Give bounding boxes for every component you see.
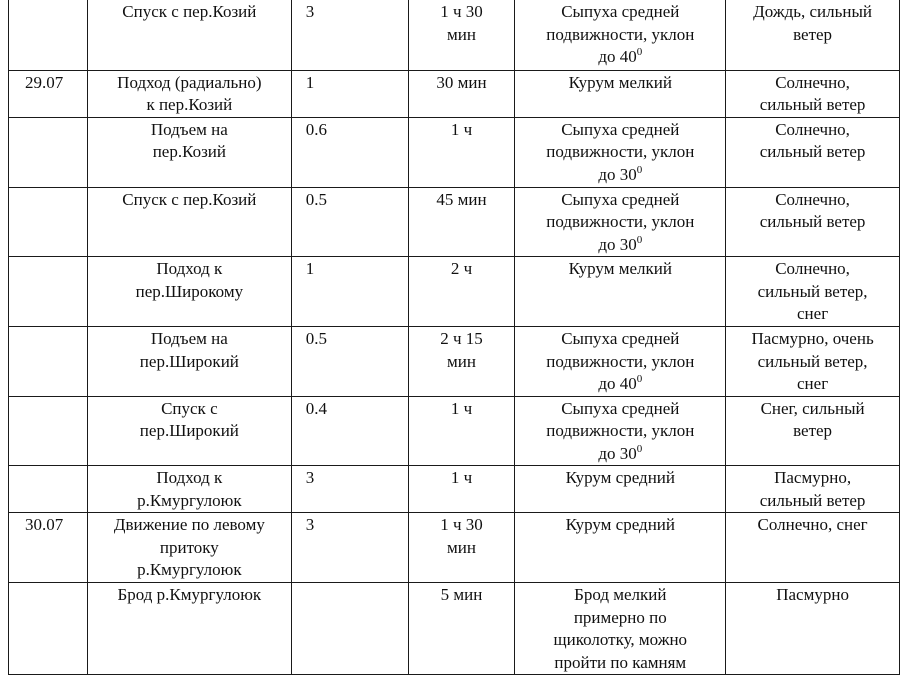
time-cell	[408, 0, 515, 70]
stage-cell	[87, 513, 291, 583]
distance-text: 0.5	[305, 189, 327, 209]
time-text: 1 ч 30	[440, 2, 483, 21]
distance-cell	[291, 513, 408, 583]
stage-text: к пер.Козий	[146, 95, 233, 114]
stage-text: пер.Широкий	[139, 421, 239, 440]
terrain-text: Курум мелкий	[568, 72, 672, 92]
table-row	[9, 513, 900, 583]
terrain-slope-text: до 40	[598, 374, 637, 393]
time-text: 2 ч 15	[440, 329, 483, 348]
date-cell	[9, 117, 88, 187]
terrain-text: подвижности, уклон	[546, 212, 695, 231]
time-text: 30 мин	[436, 72, 487, 92]
weather-cell	[726, 70, 900, 117]
date-cell	[9, 70, 88, 117]
table-row	[9, 187, 900, 257]
stage-cell	[87, 117, 291, 187]
table-row	[9, 583, 900, 675]
terrain-cell	[515, 187, 726, 257]
stage-text: Подход к	[156, 468, 223, 487]
terrain-cell	[515, 583, 726, 675]
distance-cell	[291, 0, 408, 70]
distance-cell	[291, 583, 408, 675]
stage-text: Подход к	[156, 259, 223, 278]
stage-text: пер.Широкому	[135, 281, 244, 301]
time-cell	[408, 466, 515, 513]
time-cell	[408, 70, 515, 117]
weather-text: Дождь, сильный	[753, 2, 872, 21]
weather-text: ветер	[793, 421, 833, 440]
date-text: 29.07	[25, 72, 64, 92]
weather-text: Снег, сильный	[760, 398, 865, 418]
distance-cell	[291, 327, 408, 397]
time-text: 1 ч	[450, 398, 473, 418]
terrain-slope-degree: 0	[636, 373, 643, 385]
time-cell	[408, 513, 515, 583]
weather-text: Пасмурно	[776, 585, 849, 604]
terrain-text: пройти по камням	[554, 652, 687, 672]
stage-cell	[87, 187, 291, 257]
time-text: 1 ч	[450, 119, 473, 139]
stage-text: Спуск с	[161, 398, 218, 418]
terrain-slope-degree: 0	[636, 233, 643, 246]
stage-text: пер.Козий	[152, 142, 226, 161]
time-cell	[408, 396, 515, 466]
time-text: 1 ч	[450, 468, 473, 487]
weather-text: снег	[797, 374, 829, 393]
stage-text: Движение по левому	[113, 515, 265, 534]
date-cell	[9, 257, 88, 327]
table-row	[9, 327, 900, 397]
terrain-cell	[515, 396, 726, 466]
table-row	[9, 257, 900, 327]
distance-text: 1	[305, 72, 315, 92]
terrain-text: Курум средний	[565, 515, 675, 534]
table-row	[9, 0, 900, 70]
time-text: мин	[447, 24, 476, 44]
stage-text: р.Кмургулоюк	[137, 490, 242, 510]
terrain-slope-text: до 30	[598, 164, 637, 184]
stage-cell	[87, 583, 291, 675]
time-cell	[408, 257, 515, 327]
stage-cell	[87, 70, 291, 117]
stage-text: Подход (радиально)	[117, 72, 262, 92]
distance-text: 3	[305, 515, 315, 534]
table-row	[9, 396, 900, 466]
stage-cell	[87, 466, 291, 513]
weather-text: Солнечно,	[775, 119, 850, 139]
weather-text: сильный ветер,	[757, 281, 868, 301]
terrain-text: подвижности, уклон	[546, 142, 695, 161]
table-row	[9, 70, 900, 117]
weather-text: сильный ветер	[759, 95, 866, 114]
route-table	[8, 0, 900, 675]
distance-text: 0.4	[305, 398, 327, 418]
weather-cell	[726, 187, 900, 257]
terrain-cell	[515, 257, 726, 327]
stage-text: пер.Широкий	[139, 351, 239, 371]
distance-text: 0.5	[305, 329, 327, 348]
terrain-text: примерно по	[573, 607, 667, 627]
terrain-slope	[519, 164, 721, 187]
distance-text: 3	[305, 2, 315, 21]
stage-text: Спуск с пер.Козий	[122, 2, 257, 21]
terrain-text: Курум мелкий	[568, 259, 672, 278]
weather-text: сильный ветер	[759, 212, 866, 231]
terrain-text: Курум средний	[565, 468, 675, 487]
terrain-slope-text: до 30	[598, 234, 637, 254]
weather-text: снег	[797, 304, 829, 323]
distance-cell	[291, 70, 408, 117]
stage-cell	[87, 396, 291, 466]
distance-text: 3	[305, 468, 315, 487]
stage-text: Спуск с пер.Козий	[122, 189, 257, 209]
stage-text: Подъем на	[150, 329, 228, 348]
weather-cell	[726, 327, 900, 397]
date-cell	[9, 187, 88, 257]
terrain-cell	[515, 513, 726, 583]
terrain-cell	[515, 117, 726, 187]
terrain-slope-text: до 40	[598, 47, 637, 66]
time-text: 5 мин	[440, 585, 483, 604]
date-text: 30.07	[25, 515, 64, 534]
distance-cell	[291, 117, 408, 187]
terrain-slope	[519, 46, 721, 69]
terrain-text: Сыпуха средней	[561, 398, 680, 418]
terrain-slope	[519, 443, 721, 466]
date-cell	[9, 327, 88, 397]
terrain-text: щиколотку, можно	[553, 630, 688, 649]
terrain-text: подвижности, уклон	[546, 24, 695, 44]
time-text: 45 мин	[436, 189, 487, 209]
terrain-slope-degree: 0	[636, 163, 643, 176]
distance-cell	[291, 257, 408, 327]
time-text: 1 ч 30	[440, 515, 483, 534]
weather-cell	[726, 0, 900, 70]
weather-cell	[726, 513, 900, 583]
terrain-cell	[515, 0, 726, 70]
terrain-text: Брод мелкий	[574, 585, 667, 604]
terrain-cell	[515, 466, 726, 513]
terrain-text: Сыпуха средней	[561, 329, 680, 348]
time-text: мин	[447, 537, 476, 557]
stage-text: р.Кмургулоюк	[137, 560, 242, 579]
date-cell	[9, 583, 88, 675]
distance-cell	[291, 466, 408, 513]
stage-text: Подъем на	[150, 119, 228, 139]
stage-text: Брод р.Кмургулоюк	[117, 585, 262, 604]
terrain-cell	[515, 70, 726, 117]
weather-text: сильный ветер,	[757, 351, 868, 371]
date-cell	[9, 513, 88, 583]
date-cell	[9, 466, 88, 513]
terrain-slope-degree: 0	[636, 46, 643, 58]
weather-text: сильный ветер	[759, 142, 866, 161]
stage-cell	[87, 327, 291, 397]
time-cell	[408, 187, 515, 257]
weather-text: Пасмурно, очень	[751, 329, 874, 348]
terrain-text: подвижности, уклон	[546, 421, 695, 440]
weather-cell	[726, 466, 900, 513]
distance-cell	[291, 187, 408, 257]
terrain-cell	[515, 327, 726, 397]
weather-text: сильный ветер	[759, 490, 866, 510]
terrain-text: Сыпуха средней	[561, 189, 680, 209]
weather-cell	[726, 257, 900, 327]
table-row	[9, 117, 900, 187]
date-cell	[9, 0, 88, 70]
weather-text: Солнечно,	[775, 189, 850, 209]
time-text: 2 ч	[450, 259, 473, 278]
time-cell	[408, 117, 515, 187]
weather-text: Пасмурно,	[774, 468, 852, 487]
stage-cell	[87, 0, 291, 70]
weather-text: Солнечно, снег	[757, 515, 868, 534]
terrain-slope-degree: 0	[636, 442, 643, 455]
terrain-text: подвижности, уклон	[546, 351, 695, 371]
distance-cell	[291, 396, 408, 466]
weather-cell	[726, 583, 900, 675]
weather-text: Солнечно,	[775, 72, 850, 92]
time-cell	[408, 327, 515, 397]
time-text: мин	[447, 351, 476, 371]
table-row	[9, 466, 900, 513]
weather-text: ветер	[793, 24, 833, 44]
distance-text: 0.6	[305, 119, 327, 139]
stage-cell	[87, 257, 291, 327]
weather-cell	[726, 117, 900, 187]
terrain-text: Сыпуха средней	[561, 119, 680, 139]
date-cell	[9, 396, 88, 466]
distance-text: 1	[305, 259, 315, 278]
stage-text: притоку	[159, 537, 219, 557]
weather-text: Солнечно,	[775, 259, 850, 278]
terrain-slope	[519, 373, 721, 396]
weather-cell	[726, 396, 900, 466]
time-cell	[408, 583, 515, 675]
terrain-slope-text: до 30	[598, 443, 637, 463]
terrain-slope	[519, 234, 721, 257]
terrain-text: Сыпуха средней	[561, 2, 680, 21]
